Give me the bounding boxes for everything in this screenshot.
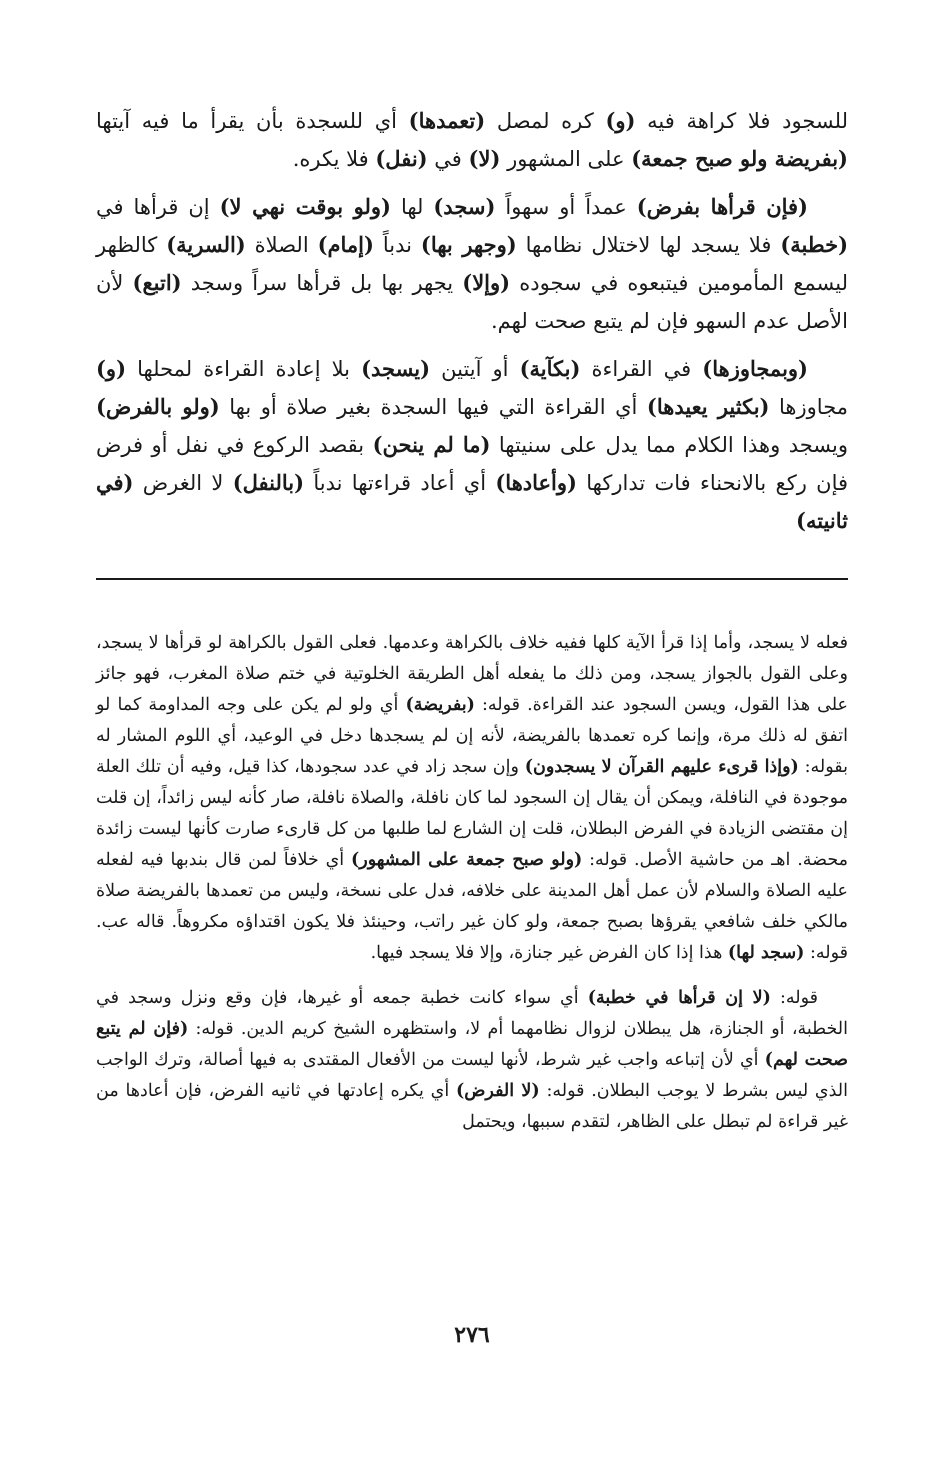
text-run: فعله لا يسجد، وأما إذا قرأ الآية كلها ففيه خلاف بالكراهة وعدمها. فعلى القول بالكراهة لو قرأها لا يسجد، وعلى القول بالجواز يسجد، ومن ذلك ما يفعله أهل الطريقة الخلوتية في ختم صلاة المغرب، فهو جائز على هذا القول، ويسن السجود عند القراءة. قوله:	[96, 633, 848, 715]
bold-term: (و)	[96, 356, 127, 381]
bold-term: (بفريضة)	[405, 695, 475, 715]
bold-term: (بفريضة ولو صبح جمعة)	[631, 146, 848, 171]
bold-term: (فإن لم يتبع صحت لهم)	[96, 1019, 848, 1070]
text-run: بلا إعادة القراءة لمحلها	[126, 357, 362, 381]
text-run: لأن الأصل عدم السهو فإن لم يتبع صحت لهم.	[96, 271, 848, 333]
footnote-paragraph-1	[96, 628, 848, 969]
text-run: ويسجد وهذا الكلام مما يدل على سنيتها	[490, 433, 848, 457]
main-paragraph-2	[96, 188, 848, 340]
bold-term: (نفل)	[375, 146, 428, 171]
bold-term: (و)	[605, 108, 636, 133]
text-run: الصلاة	[245, 233, 318, 257]
text-run: قوله:	[770, 988, 819, 1008]
bold-term: (لا الفرض)	[455, 1081, 540, 1101]
text-run: أي ولو لم يكن على وجه المداومة كما لو اتفق له ذلك مرة، وإنما كره تعمدها بالفريضة، لأنه إن لم يسجدها دخل في الوعيد، أي اللوم المشار له بقوله:	[96, 695, 849, 777]
text-run: لها	[390, 195, 434, 219]
bold-term: (تعمدها)	[408, 108, 486, 133]
text-run: وإن سجد زاد في عدد سجودها، كذا قيل، وفيه أن تلك العلة موجودة في النافلة، ويمكن أن يقال إن السجود لما كان نافلة، والصلاة نافلة، صار كأنه ليس زائداً، إن قلت إن مقتضى الزيادة في الفرض البطلان، قلت إن الشارع لما طلبها من كل قارىء صارت كأنها ليست زائدة محضة. اهـ من حاشية الأصل. قوله:	[96, 757, 848, 870]
main-paragraph-1	[96, 102, 848, 178]
text-run: أي خلافاً لمن قال بندبها فيه لفعله عليه الصلاة والسلام لأن عمل أهل المدينة على خلافه، فدل على نسخة، وليس من تعمدها بالفريضة صلاة مالكي خلف شافعي يقرؤها بصبح جمعة، ولو كان غير راتب، وحينئذ فلا يكون اقتداؤه مكروهاً. قاله عب. قوله:	[96, 850, 848, 963]
bold-term: (السرية)	[166, 232, 246, 257]
main-paragraph-3	[96, 350, 848, 540]
bold-term: (في ثانيته)	[96, 470, 848, 533]
text-run: عمداً أو سهواً	[495, 195, 637, 219]
bold-term: (بكثير يعيدها)	[646, 394, 770, 419]
bold-term: (سجد)	[433, 194, 496, 219]
footnote-divider	[96, 578, 848, 580]
text-run: فلا يسجد لها لاختلال نظامها	[516, 233, 781, 257]
bold-term: (يسجد)	[361, 356, 431, 381]
text-run: إن قرأها في	[96, 195, 220, 219]
text-run: في القراءة	[580, 357, 703, 381]
text-run: في	[427, 147, 469, 171]
bold-term: (فإن قرأها بفرض)	[636, 194, 808, 219]
bold-term: (بكآية)	[519, 356, 581, 381]
text-run: للسجود فلا كراهة فيه	[635, 109, 848, 133]
text-run: بقصد الركوع في نفل أو فرض فإن ركع بالانحناء فات تداركها	[96, 433, 848, 495]
text-run: كره لمصل	[485, 109, 606, 133]
text-run: كالظهر ليسمع المأمومين فيتبعوه في سجوده	[96, 233, 848, 295]
text-run: أي أعاد قراءتها ندباً	[304, 471, 496, 495]
text-run: أي لأن إتباعه واجب غير شرط، لأنها ليست من الأفعال المقتدى به فيها أصالة، وترك الواجب الذي ليس بشرط لا يوجب البطلان. قوله:	[96, 1050, 848, 1101]
bold-term: (ولو بالفرض)	[96, 394, 220, 419]
text-run: مجاوزها	[769, 395, 848, 419]
text-run: أي للسجدة بأن يقرأ ما فيه آيتها	[96, 109, 409, 133]
bold-term: (سجد لها)	[727, 943, 805, 963]
bold-term: (ولو بوقت نهي لا)	[219, 194, 391, 219]
bold-term: (لا)	[468, 146, 501, 171]
footnote-paragraph-2	[96, 983, 848, 1138]
bold-term: (بالنفل)	[232, 470, 305, 495]
bold-term: (وإذا قرىء عليهم القرآن لا يسجدون)	[524, 757, 799, 777]
text-run: ندباً	[373, 233, 421, 257]
bold-term: (خطبة)	[780, 232, 849, 257]
bold-term: (ولو صبح جمعة على المشهور)	[350, 850, 583, 870]
bold-term: (إمام)	[317, 232, 374, 257]
text-run: أي يكره إعادتها في ثانيه الفرض، فإن أعادها من غير قراءة لم تبطل على الظاهر، لتقدم سببها، ويحتمل	[96, 1081, 848, 1132]
page-number: ٢٧٦	[454, 1322, 490, 1348]
text-run: هذا إذا كان الفرض غير جنازة، وإلا فلا يسجد فيها.	[370, 943, 728, 963]
text-run: أو آيتين	[430, 357, 520, 381]
bold-term: (وأعادها)	[495, 470, 577, 495]
text-run: فلا يكره.	[292, 147, 376, 171]
bold-term: (ما لم ينحن)	[372, 432, 491, 457]
text-run: أي سواء كانت خطبة جمعه أو غيرها، فإن وقع ونزل وسجد في الخطبة، أو الجنازة، هل يبطلان لزوال نظامهما أم لا، واستظهره الشيخ كريم الدين. قوله:	[96, 988, 848, 1039]
text-run: لا الغرض	[133, 471, 233, 495]
bold-term: (لا إن قرأها في خطبة)	[587, 988, 771, 1008]
text-run: يجهر بها بل قرأها سراً وسجد	[181, 271, 463, 295]
bold-term: (وبمجاوزها)	[702, 356, 808, 381]
bold-term: (اتبع)	[132, 270, 182, 295]
footnotes	[96, 628, 848, 1152]
text-run: على المشهور	[500, 147, 632, 171]
text-run: أي القراءة التي فيها السجدة بغير صلاة أو بها	[219, 395, 647, 419]
main-text	[96, 102, 848, 550]
bold-term: (وإلا)	[462, 270, 511, 295]
bold-term: (وجهر بها)	[420, 232, 517, 257]
